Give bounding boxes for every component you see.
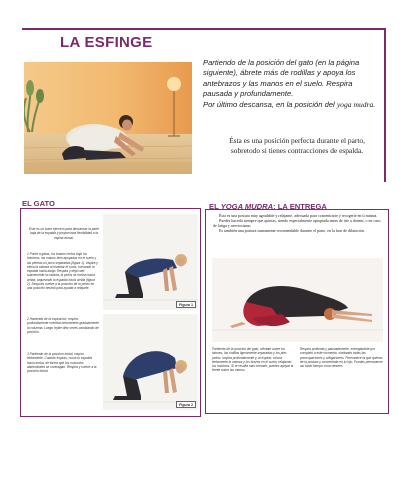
title-italic: YOGA MUDRA xyxy=(220,202,274,211)
intro-text xyxy=(203,58,381,110)
title-suffix: : LA ENTREGA xyxy=(273,202,327,211)
cat-step-3-text: 3 Partiendo de la posición inicial, inspira lentamente. Cuando espiras, curva tu espalda hacia arriba, de forma que los músculos abdominales se contraigan. Respira y vuelve a la posición inicial. xyxy=(27,352,97,374)
yoga-mudra-body xyxy=(213,213,383,233)
cat-pose-photo-1 xyxy=(103,214,198,310)
sphinx-note: Ésta es una posición perfecta durante el parto, sobretodo si tienes contracciones de espalda. xyxy=(229,136,365,155)
yoga-mudra-caption-left: Partiendo de la posición del gato, siéntate sobre los talones, las rodillas ligeramente separadas y los pies juntos. Inspira profundamente y, al espirar, coloca lentamente la cabeza y los brazos en el suelo, relajando los hombros. Si te resulta más cómodo, puedes apoyar la frente sobre las manos. xyxy=(212,347,294,373)
cat-pose-photo-2 xyxy=(103,314,198,410)
cat-section-title: EL GATO xyxy=(22,199,55,208)
intro-last-line: Por último descansa, en la posición del xyxy=(203,99,337,109)
body-paragraph-3: Es también una postura sumamente recomendable durante el parto, en la fase de dilatación. xyxy=(219,228,365,234)
yoga-mudra-caption-right: Respira profunda y pausadamente, entregándote por completo a este momento, olvidando todas las preocupaciones y obligaciones. Permanece la que quieras de la postura y concéntrate en tu hijo. Puedes permanecer así tanto tiempo como desees. xyxy=(300,347,383,369)
sphinx-pose-photo xyxy=(24,62,192,174)
yoga-mudra-photo xyxy=(212,258,383,342)
body-paragraph-2: Puedes hacerla siempre que quieras, siendo especialmente apropiada antes de irte a dormir, o en caso de fatiga y nerviosismo. xyxy=(213,218,381,229)
figure-2-label: Figura 2 xyxy=(176,401,196,408)
intro-paragraph: Partiendo de la posición del gato (en la página siguiente), ábrete más de rodillas y apoya los antebrazos y las manos en el suelo. Respira pausada y profundamente. xyxy=(203,58,360,99)
cat-step-2-text: 2 Haciendo de la espiración, respira profundamente mientras desciendes gradualmente la columna. Luego repite diez veces cambiando de posición. xyxy=(27,317,99,334)
intro-last-roman: yoga mudra. xyxy=(336,99,376,109)
title-prefix: EL xyxy=(209,202,221,211)
cat-intro-text: Éste es un buen ejercicio para descansar la parte baja de la espalda y proporciona flexibilidad a la espina dorsal. xyxy=(29,227,99,240)
cat-step-1-text: 1 Ponte a gatas, los brazos rectos bajo los hombros, las manos bien apoyadas en el suelo y las piernas un poco separadas (figura 1). Inspira y eleva la cabeza al levantar el coxis, curvando la espalda hacia abajo. Respira y deja caer suavemente la cabeza, la pelvis se inclina hacia arriba, arqueando la espalda hacia arriba (figura 2). Después vuelve a la posición de la pelvis en una posición neutral para ayudar a relajarte. xyxy=(27,252,98,291)
figure-1-label: Figura 1 xyxy=(176,301,196,308)
body-paragraph-1: Ésta es una postura muy agradable y relajante, adecuada para concentrarte y recogerte en ti misma. xyxy=(219,213,378,218)
page-title: LA ESFINGE xyxy=(60,34,153,51)
